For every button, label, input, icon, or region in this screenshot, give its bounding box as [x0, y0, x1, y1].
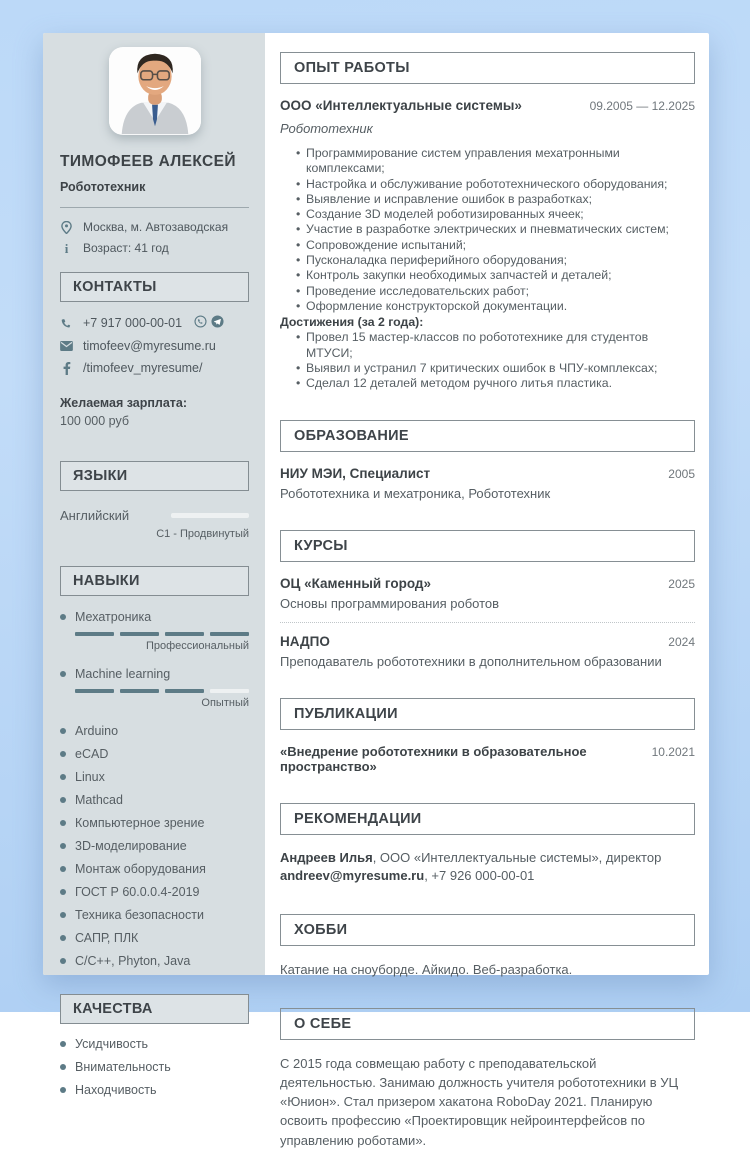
- skill-item: [60, 908, 249, 922]
- bullet-dot-icon: [60, 935, 66, 941]
- skill-level-label: Опытный: [201, 697, 249, 709]
- skill-label: C/C++, Phyton, Java: [75, 954, 191, 968]
- skill-item: [60, 747, 249, 761]
- duty-item: • Сопровождение испытаний;: [296, 238, 695, 253]
- qualities-list: [60, 1037, 249, 1097]
- quality-item: [60, 1037, 249, 1051]
- skills-heading: НАВЫКИ: [60, 566, 249, 596]
- bullet-dot-icon: [60, 843, 66, 849]
- contact-list: [60, 315, 249, 375]
- section-experience: [280, 52, 695, 391]
- person-name: ТИМОФЕЕВ АЛЕКСЕЙ: [60, 153, 236, 170]
- profile-photo: [109, 47, 201, 135]
- skill-leveled-item: [60, 610, 249, 652]
- language-row: [60, 508, 249, 523]
- bullet-dot-icon: [60, 1087, 66, 1093]
- skills-list: [60, 724, 249, 968]
- duty-item: • Выявление и исправление ошибок в разработках;: [296, 192, 695, 207]
- bullet-dot-icon: [60, 1041, 66, 1047]
- duty-item: • Программирование систем управления мехатронными комплексами;: [296, 146, 695, 177]
- skill-item: [60, 724, 249, 738]
- skill-label: eCAD: [75, 747, 109, 761]
- skill-label: Компьютерное зрение: [75, 816, 205, 830]
- section-recommendations: [280, 803, 695, 884]
- phone-row: [60, 315, 249, 331]
- publications-heading: ПУБЛИКАЦИИ: [280, 698, 695, 730]
- bullet-dot-icon: [60, 866, 66, 872]
- bullet-dot-icon: [60, 958, 66, 964]
- bullet-dot-icon: [60, 728, 66, 734]
- bullet-dot-icon: [60, 614, 66, 620]
- quality-item: [60, 1083, 249, 1097]
- achievement-item: • Выявил и устранил 7 критических ошибок в ЧПУ-комплексах;: [296, 361, 695, 376]
- bullet-dot-icon: [60, 1064, 66, 1070]
- skill-name: Мехатроника: [75, 610, 152, 624]
- experience-heading: ОПЫТ РАБОТЫ: [280, 52, 695, 84]
- duty-item: • Пусконаладка периферийного оборудования;: [296, 253, 695, 268]
- email-icon: [60, 340, 73, 353]
- skill-level-segment: [210, 632, 249, 636]
- skill-label: ГОСТ Р 60.0.0.4-2019: [75, 885, 200, 899]
- email-row: [60, 339, 249, 353]
- duty-item: • Участие в разработке электрических и пневматических систем;: [296, 222, 695, 237]
- achievements-label: Достижения (за 2 года):: [280, 315, 424, 330]
- course-description: Преподаватель робототехники в дополнительном образовании: [280, 654, 662, 670]
- skill-item: [60, 931, 249, 945]
- salary-block: [60, 396, 249, 428]
- whatsapp-icon[interactable]: [194, 315, 207, 331]
- section-hobby: [280, 914, 695, 979]
- speciality-text: Робототехника и мехатроника, Робототехник: [280, 486, 551, 502]
- hobby-heading: ХОББИ: [280, 914, 695, 946]
- course-item: [280, 576, 695, 611]
- phone-icon: [60, 317, 73, 330]
- personal-info: [60, 220, 249, 255]
- contacts-heading: КОНТАКТЫ: [60, 272, 249, 302]
- skill-label: Техника безопасности: [75, 908, 204, 922]
- skill-name: Machine learning: [75, 667, 171, 681]
- school-name: НИУ МЭИ, Специалист: [280, 466, 431, 482]
- bullet-dot-icon: [60, 797, 66, 803]
- main-content: [265, 33, 709, 1148]
- recommender-details: , ООО «Интеллектуальные системы», директор: [372, 850, 662, 866]
- duty-item: • Контроль закупки необходимых запчастей и деталей;: [296, 268, 695, 283]
- duty-item: • Создание 3D моделей роботизированных ячеек;: [296, 207, 695, 222]
- achievements-list: [296, 330, 695, 391]
- skill-item: [60, 793, 249, 807]
- location-pin-icon: [60, 221, 73, 234]
- skill-item: [60, 954, 249, 968]
- location-text: Москва, м. Автозаводская: [83, 220, 229, 234]
- bullet-dot-icon: [60, 912, 66, 918]
- sidebar: [43, 33, 265, 1097]
- telegram-icon[interactable]: [211, 315, 224, 331]
- location-row: [60, 220, 249, 234]
- duty-item: • Проведение исследовательских работ;: [296, 284, 695, 299]
- skill-level-bar: [75, 632, 249, 636]
- company-name: ООО «Интеллектуальные системы»: [280, 98, 522, 113]
- info-icon: i: [64, 240, 69, 256]
- phone-number[interactable]: +7 917 000-00-01: [83, 316, 183, 330]
- skill-label: Linux: [75, 770, 105, 784]
- skill-level-segment: [165, 632, 204, 636]
- section-courses: [280, 530, 695, 669]
- recommender-phone: , +7 926 000-00-01: [424, 868, 535, 883]
- skills-leveled-list: [60, 610, 249, 709]
- skill-item: [60, 770, 249, 784]
- section-education: [280, 420, 695, 501]
- skill-label: Mathcad: [75, 793, 123, 807]
- bullet-dot-icon: [60, 774, 66, 780]
- skill-item: [60, 816, 249, 830]
- skill-leveled-item: [60, 667, 249, 709]
- languages-heading: ЯЗЫКИ: [60, 461, 249, 491]
- about-text: С 2015 года совмещаю работу с преподавательской деятельностью. Занимаю должность учителя робототехники в УЦ «Юнион». Стал призером хакатона RoboDay 2021. Планирую освоить профессию «Проектировщик нейроинтерфейсов по управлению роботами».: [280, 1055, 679, 1148]
- achievement-item: • Сделал 12 деталей методом ручного литья пластика.: [296, 376, 695, 391]
- resume-page: [43, 33, 709, 1148]
- quality-label: Усидчивость: [75, 1037, 149, 1051]
- course-year: 2024: [668, 635, 695, 650]
- duty-item: • Настройка и обслуживание робототехнического оборудования;: [296, 177, 695, 192]
- bullet-dot-icon: [60, 889, 66, 895]
- course-year: 2025: [668, 577, 695, 592]
- achievement-item: • Провел 15 мастер-классов по робототехнике для студентов МТУСИ;: [296, 330, 695, 361]
- courses-heading: КУРСЫ: [280, 530, 695, 562]
- qualities-heading: КАЧЕСТВА: [60, 994, 249, 1024]
- position-title: Робототехник: [280, 121, 373, 136]
- email-address[interactable]: timofeev@myresume.ru: [83, 339, 216, 353]
- quality-label: Находчивость: [75, 1083, 157, 1097]
- language-name: Английский: [60, 508, 130, 523]
- skill-level-label: Профессиональный: [145, 640, 249, 652]
- about-heading: О СЕБЕ: [280, 1008, 695, 1040]
- duty-item: • Оформление конструкторской документации.: [296, 299, 695, 314]
- recommender-name: Андреев Илья: [280, 850, 373, 866]
- language-bar: [171, 513, 249, 518]
- language-level: C1 - Продвинутый: [156, 528, 249, 540]
- recommender-email[interactable]: andreev@myresume.ru: [280, 868, 425, 883]
- bullet-dot-icon: [60, 751, 66, 757]
- person-job-title: Робототехник: [60, 180, 146, 194]
- skill-item: [60, 839, 249, 853]
- skill-label: Arduino: [75, 724, 119, 738]
- section-publications: [280, 698, 695, 774]
- skill-label: 3D-моделирование: [75, 839, 187, 853]
- skill-level-segment: [75, 689, 114, 693]
- skill-label: САПР, ПЛК: [75, 931, 139, 945]
- hobby-text: Катание на сноуборде. Айкидо. Веб-разработка.: [280, 961, 573, 977]
- courses-list: [280, 576, 695, 669]
- duties-list: [296, 146, 695, 314]
- skill-label: Монтаж оборудования: [75, 862, 206, 876]
- graduation-year: 2005: [668, 467, 695, 482]
- publication-name: «Внедрение робототехники в образовательное пространство»: [280, 744, 587, 775]
- skill-level-segment: [120, 689, 159, 693]
- course-name: ОЦ «Каменный город»: [280, 576, 431, 592]
- employment-dates: 09.2005 — 12.2025: [589, 99, 695, 113]
- facebook-row: [60, 361, 249, 375]
- messenger-icons: [194, 315, 224, 331]
- skill-level-segment: [75, 632, 114, 636]
- course-description: Основы программирования роботов: [280, 596, 500, 612]
- skill-item: [60, 885, 249, 899]
- quality-item: [60, 1060, 249, 1074]
- recommendations-heading: РЕКОМЕНДАЦИИ: [280, 803, 695, 835]
- avatar-illustration: [109, 47, 201, 135]
- quality-label: Внимательность: [75, 1060, 171, 1074]
- section-about: [280, 1008, 695, 1150]
- course-item: [280, 622, 695, 669]
- skill-level-segment: [120, 632, 159, 636]
- bullet-dot-icon: [60, 671, 66, 677]
- skill-item: [60, 862, 249, 876]
- skill-level-bar: [75, 689, 249, 693]
- publication-date: 10.2021: [651, 745, 695, 760]
- skill-level-segment: [210, 689, 249, 693]
- course-name: НАДПО: [280, 634, 330, 650]
- salary-value: 100 000 руб: [60, 414, 130, 428]
- education-heading: ОБРАЗОВАНИЕ: [280, 420, 695, 452]
- sidebar-divider: [60, 207, 249, 208]
- age-row: [60, 241, 249, 255]
- salary-label: Желаемая зарплата:: [60, 396, 188, 410]
- skill-level-segment: [165, 689, 204, 693]
- bullet-dot-icon: [60, 820, 66, 826]
- facebook-handle[interactable]: /timofeev_myresume/: [83, 361, 203, 375]
- age-text: Возраст: 41 год: [83, 241, 169, 255]
- facebook-icon: [60, 362, 73, 375]
